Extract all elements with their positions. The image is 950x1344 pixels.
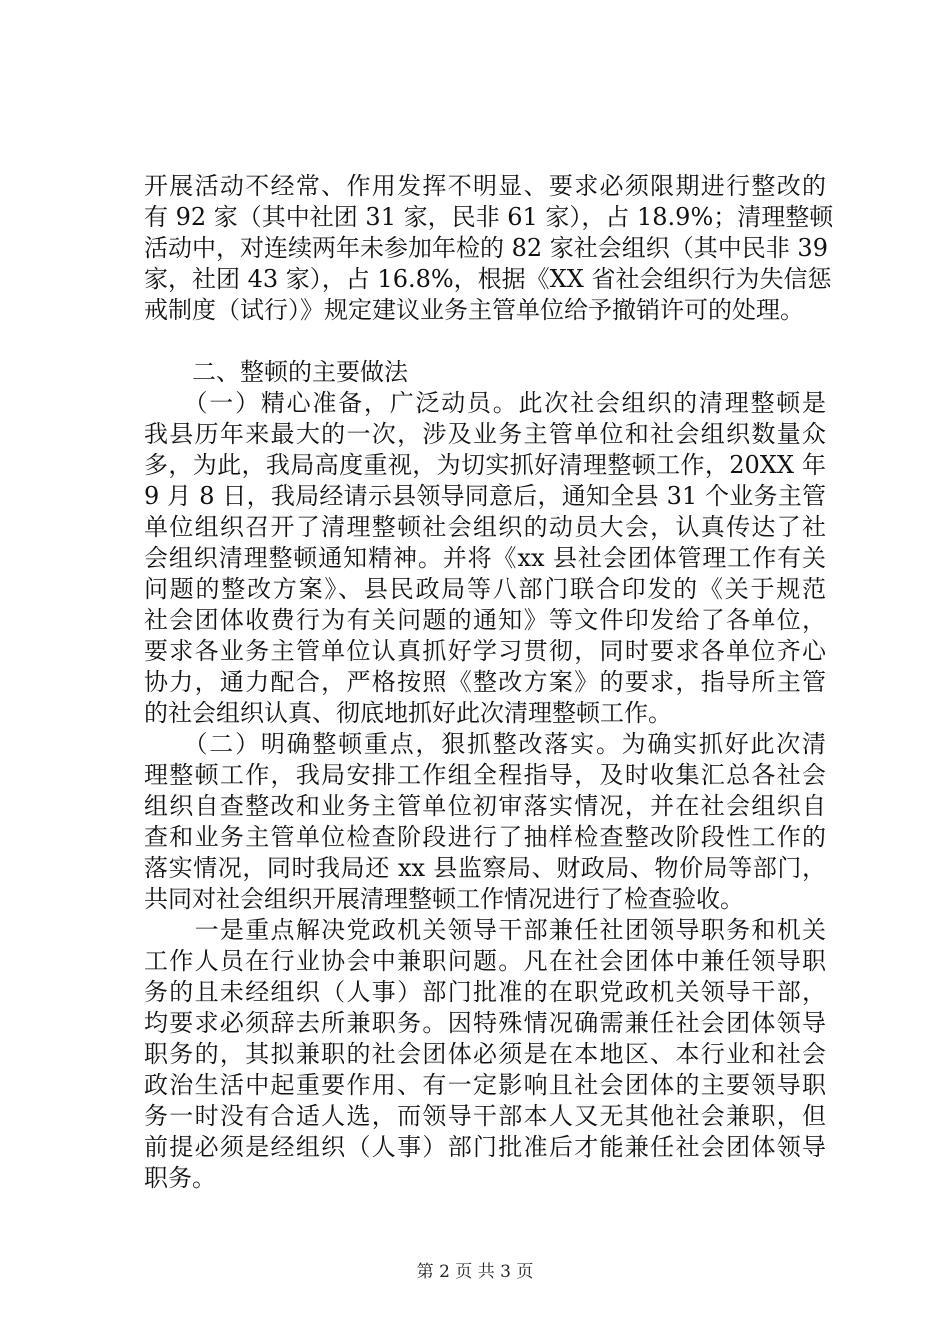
text-line: 社会团体收费行为有关问题的通知》等文件印发给了各单位， [144,606,826,634]
text-line: 协力，通力配合，严格按照《整改方案》的要求，指导所主管 [144,668,826,696]
text-line: 查和业务主管单位检查阶段进行了抽样检查整改阶段性工作的 [144,823,826,851]
page-number-footer: 第 2 页 共 3 页 [416,1262,534,1282]
text-line: 开展活动不经常、作用发挥不明显、要求必须限期进行整改的 [144,172,826,200]
text-line: 活动中，对连续两年未参加年检的 82 家社会组织（其中民非 39 [144,234,828,262]
text-line: 单位组织召开了清理整顿社会组织的动员大会，认真传达了社 [144,513,826,541]
text-line: 我县历年来最大的一次，涉及业务主管单位和社会组织数量众 [144,420,826,448]
text-line: （一）精心准备，广泛动员。此次社会组织的清理整顿是 [144,389,826,417]
text-line: 前提必须是经组织（人事）部门批准后才能兼任社会团体领导 [144,1133,826,1161]
text-line: 问题的整改方案》、县民政局等八部门联合印发的《关于规范 [144,575,826,603]
text-line: 落实情况，同时我局还 xx 县监察局、财政局、物价局等部门， [144,854,826,882]
text-line: （二）明确整顿重点，狠抓整改落实。为确实抓好此次清 [144,730,826,758]
text-line: 的社会组织认真、彻底地抓好此次清理整顿工作。 [144,699,672,727]
text-line: 家，社团 43 家），占 16.8%，根据《XX 省社会组织行为失信惩 [144,265,832,293]
text-line: 均要求必须辞去所兼职务。因特殊情况确需兼任社会团体领导 [144,1009,826,1037]
text-line: 职务。 [144,1164,216,1192]
text-line: 职务的，其拟兼职的社会团体必须是在本地区、本行业和社会 [144,1040,826,1068]
section-heading: 二、整顿的主要做法 [144,358,408,386]
text-line: 组织自查整改和业务主管单位初审落实情况，并在社会组织自 [144,792,826,820]
text-line: 有 92 家（其中社团 31 家，民非 61 家），占 18.9%；清理整顿 [144,203,834,231]
paragraph-gap [144,326,826,357]
text-line: 会组织清理整顿通知精神。并将《xx 县社会团体管理工作有关 [144,544,826,572]
text-line: 9 月 8 日，我局经请示县领导同意后，通知全县 31 个业务主管 [144,482,826,510]
text-line: 戒制度（试行）》规定建议业务主管单位给予撤销许可的处理。 [144,296,804,324]
text-line: 多，为此，我局高度重视，为切实抓好清理整顿工作，20XX 年 [144,451,826,479]
text-line: 工作人员在行业协会中兼职问题。凡在社会团体中兼任领导职 [144,947,826,975]
text-line: 务一时没有合适人选，而领导干部本人又无其他社会兼职，但 [144,1102,826,1130]
text-line: 要求各业务主管单位认真抓好学习贯彻，同时要求各单位齐心 [144,637,826,665]
text-line: 一是重点解决党政机关领导干部兼任社团领导职务和机关 [144,916,826,944]
text-line: 务的且未经组织（人事）部门批准的在职党政机关领导干部， [144,978,826,1006]
document-body [144,171,834,1194]
text-line: 政治生活中起重要作用、有一定影响且社会团体的主要领导职 [144,1071,826,1099]
text-line: 理整顿工作，我局安排工作组全程指导，及时收集汇总各社会 [144,761,826,789]
text-line: 共同对社会组织开展清理整顿工作情况进行了检查验收。 [144,885,744,913]
